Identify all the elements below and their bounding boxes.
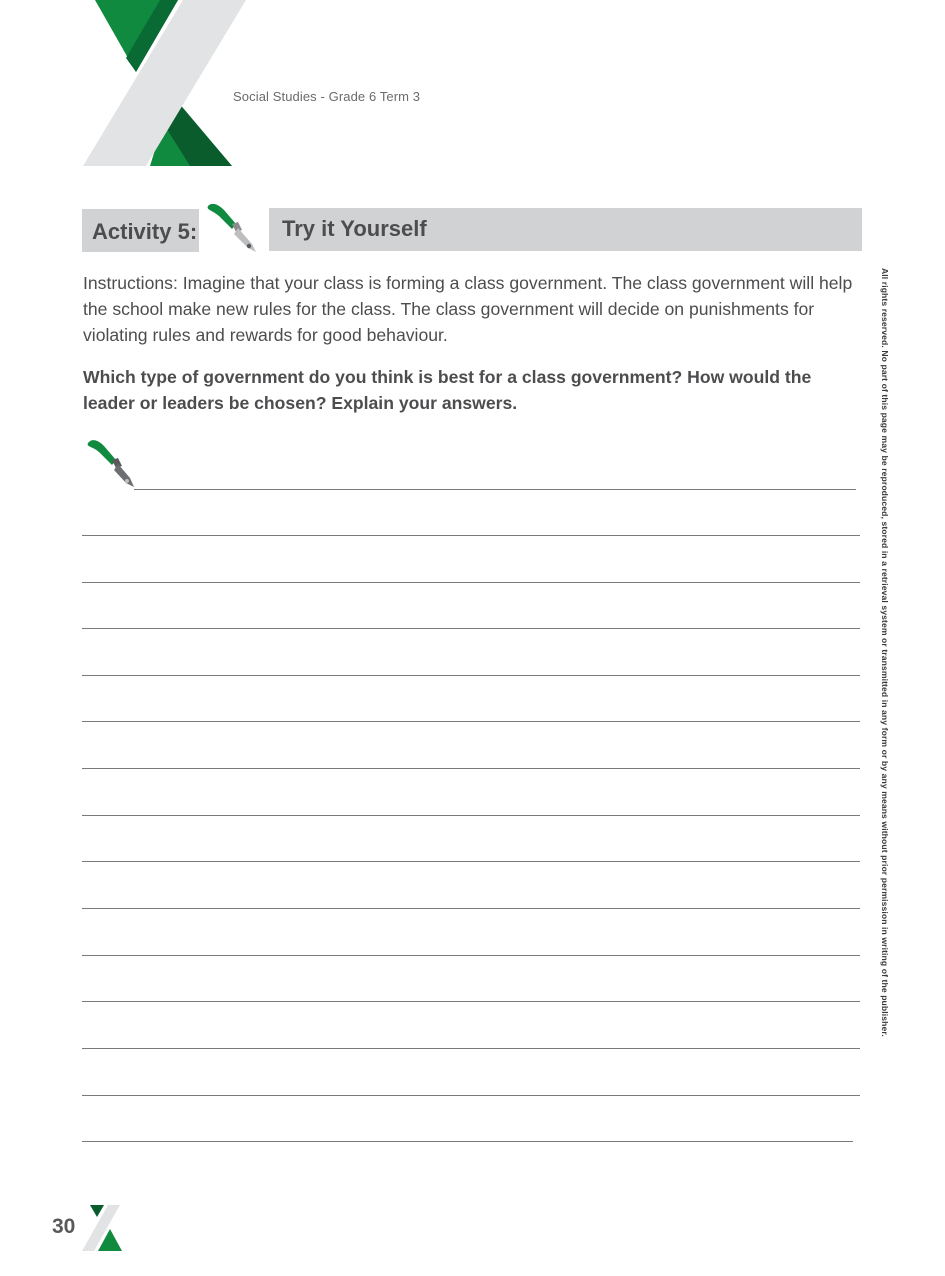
publisher-logo-icon (0, 0, 260, 170)
answer-line[interactable] (82, 1001, 860, 1002)
answer-line[interactable] (82, 675, 860, 676)
answer-line[interactable] (82, 721, 860, 722)
answer-line[interactable] (82, 908, 860, 909)
answer-line[interactable] (82, 861, 860, 862)
publisher-logo-icon (82, 1205, 126, 1251)
copyright-notice: All rights reserved. No part of this page may be reproduced, stored in a retrieval system or transmitted in any form or by any means without prior permission in writing of the publisher. (880, 268, 890, 1037)
answer-line[interactable] (82, 1141, 853, 1142)
answer-line[interactable] (82, 1095, 860, 1096)
answer-line[interactable] (134, 489, 856, 490)
answer-line[interactable] (82, 628, 860, 629)
paintbrush-icon (84, 437, 138, 491)
activity-title: Try it Yourself (282, 216, 427, 241)
activity-label: Activity 5: (92, 219, 198, 244)
answer-line[interactable] (82, 955, 860, 956)
answer-line[interactable] (82, 1048, 860, 1049)
answer-line[interactable] (82, 535, 860, 536)
paintbrush-icon (202, 200, 260, 256)
answer-line[interactable] (82, 815, 860, 816)
page-number: 30 (52, 1215, 76, 1238)
answer-line[interactable] (82, 582, 860, 583)
subject-header: Social Studies - Grade 6 Term 3 (233, 89, 421, 104)
answer-line[interactable] (82, 768, 860, 769)
question-text: Which type of government do you think is best for a class government? How would the leader or leaders be chosen? Explain your answers. (83, 367, 812, 413)
instructions-text: Instructions: Imagine that your class is forming a class government. The class government will help the school make new rules for the class. The class government will decide on punishments for violating rules and rewards for good behaviour. (83, 273, 853, 345)
